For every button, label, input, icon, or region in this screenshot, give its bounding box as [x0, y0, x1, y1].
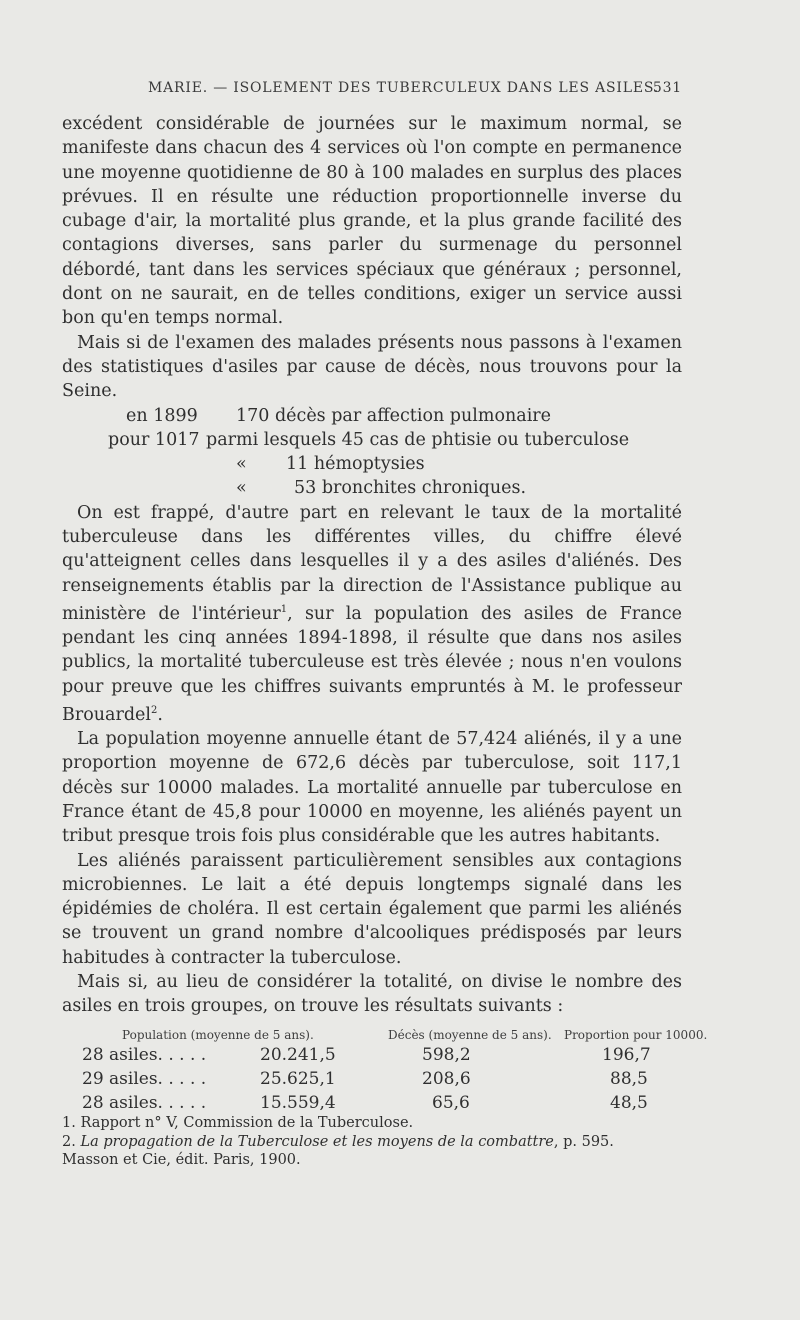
paragraph-3-text-a: On est frappé, d'autre part en relevant le taux de la mortalité tuberculeuse dans les différentes villes, du chiffre élevé qu'atteignent celles dans lesquelles il y a des asiles d'aliénés. Des renseignements établis par la direction de l'Assistance publique au ministère de l'intérieur: [62, 502, 682, 624]
page-number: 531: [652, 80, 682, 96]
ditto-mark: «: [236, 478, 247, 499]
mortality-table: [62, 1023, 708, 1115]
paragraph-3-text-b: , sur la population des asiles de France pendant les cinq années 1894-1898, il résulte que dans nos asiles publics, la mortalité tuberculeuse est très élevée ; nous n'en voulons pour preuve que les chiffres suivants empruntés à M. le professeur Brouardel: [62, 603, 682, 725]
row-label: 28 asiles. . . . .: [82, 1044, 207, 1065]
footnotes: [62, 1114, 682, 1170]
row-label: 29 asiles. . . . .: [82, 1068, 207, 1089]
paragraph-3: [62, 501, 682, 727]
table-row: [62, 1043, 682, 1067]
table-header: [62, 1023, 708, 1043]
footnote-2-publisher: Masson et Cie, édit. Paris, 1900.: [62, 1152, 301, 1168]
table-row: [62, 1067, 682, 1091]
footnote-2-title: La propagation de la Tuberculose et les moyens de la combattre: [80, 1133, 554, 1150]
table-row: [62, 1091, 682, 1115]
stat-year: en 1899: [126, 405, 198, 426]
cell-deces: 208,6: [422, 1068, 471, 1089]
row-label: 28 asiles. . . . .: [82, 1092, 207, 1113]
stat-line: [62, 452, 682, 476]
paragraph-2: Mais si de l'examen des malades présents nous passons à l'examen des statistiques d'asiles par cause de décès, nous trouvons pour la Seine.: [62, 332, 682, 402]
paragraph-6: Mais si, au lieu de considérer la totalité, on divise le nombre des asiles en trois groupes, on trouve les résultats suivants :: [62, 972, 682, 1017]
ditto-mark: «: [236, 454, 247, 475]
cell-population: 20.241,5: [260, 1044, 336, 1065]
stat-text: 53 bronchites chroniques.: [294, 478, 527, 499]
stat-line: [62, 428, 682, 452]
stat-text: 11 hémoptysies: [286, 454, 425, 475]
column-header-deces: Décès (moyenne de 5 ans).: [388, 1027, 552, 1042]
stat-line: [62, 404, 682, 428]
footnote-ref-1: 1: [280, 603, 288, 615]
footnote-2-page: , p. 595.: [553, 1133, 614, 1150]
cell-deces: 598,2: [422, 1044, 471, 1065]
footnote-2: [62, 1133, 682, 1152]
running-title: MARIE. — ISOLEMENT DES TUBERCULEUX DANS LES ASILES.: [148, 80, 659, 96]
paragraph-1: excédent considérable de journées sur le maximum normal, se manifeste dans chacun des 4 services où l'on compte en permanence une moyenne quotidienne de 80 à 100 malades en surplus des places prévues. Il en résulte une réduction proportionnelle inverse du cubage d'air, la mortalité plus grande, et la plus grande facilité des contagions diverses, sans parler du surmenage du personnel débordé, tant dans les services spéciaux que généraux ; personnel, dont on ne saurait, en de telles conditions, exiger un service aussi bon qu'en temps normal.: [62, 114, 682, 329]
cell-proportion: 48,5: [610, 1092, 648, 1113]
cell-population: 15.559,4: [260, 1092, 336, 1113]
paragraph-3-text-c: .: [157, 704, 163, 725]
stat-text: 170 décès par affection pulmonaire: [236, 405, 552, 426]
stat-line: [62, 476, 682, 500]
stat-text: parmi lesquels 45 cas de phtisie ou tuberculose: [206, 429, 630, 450]
footnote-1: 1. Rapport n° V, Commission de la Tuberculose.: [62, 1115, 414, 1131]
cell-deces: 65,6: [432, 1092, 470, 1113]
footnote-2-number: 2.: [62, 1133, 76, 1150]
running-header: [0, 80, 800, 104]
paragraph-5: Les aliénés paraissent particulièrement sensibles aux contagions microbiennes. Le lait a été depuis longtemps signalé dans les épidémies de choléra. Il est certain également que parmi les aliénés se trouvent un grand nombre d'alcooliques prédisposés par leurs habitudes à contracter la tuberculose.: [62, 850, 682, 968]
cell-population: 25.625,1: [260, 1068, 336, 1089]
body-text: [62, 112, 708, 1115]
stat-prefix: pour 1017: [108, 429, 200, 450]
paragraph-4: La population moyenne annuelle étant de 57,424 aliénés, il y a une proportion moyenne de 672,6 décès par tuberculose, soit 117,1 décès sur 10000 malades. La mortalité annuelle par tuberculose en France étant de 45,8 pour 10000 en moyenne, les aliénés payent un tribut presque trois fois plus considérable que les autres habitants.: [62, 729, 682, 847]
column-header-proportion: Proportion pour 10000.: [564, 1027, 708, 1042]
cell-proportion: 88,5: [610, 1068, 648, 1089]
footnote-ref-2: 2: [151, 704, 158, 716]
cell-proportion: 196,7: [602, 1044, 651, 1065]
column-header-population: Population (moyenne de 5 ans).: [122, 1027, 314, 1042]
seine-statistics: [62, 404, 682, 501]
